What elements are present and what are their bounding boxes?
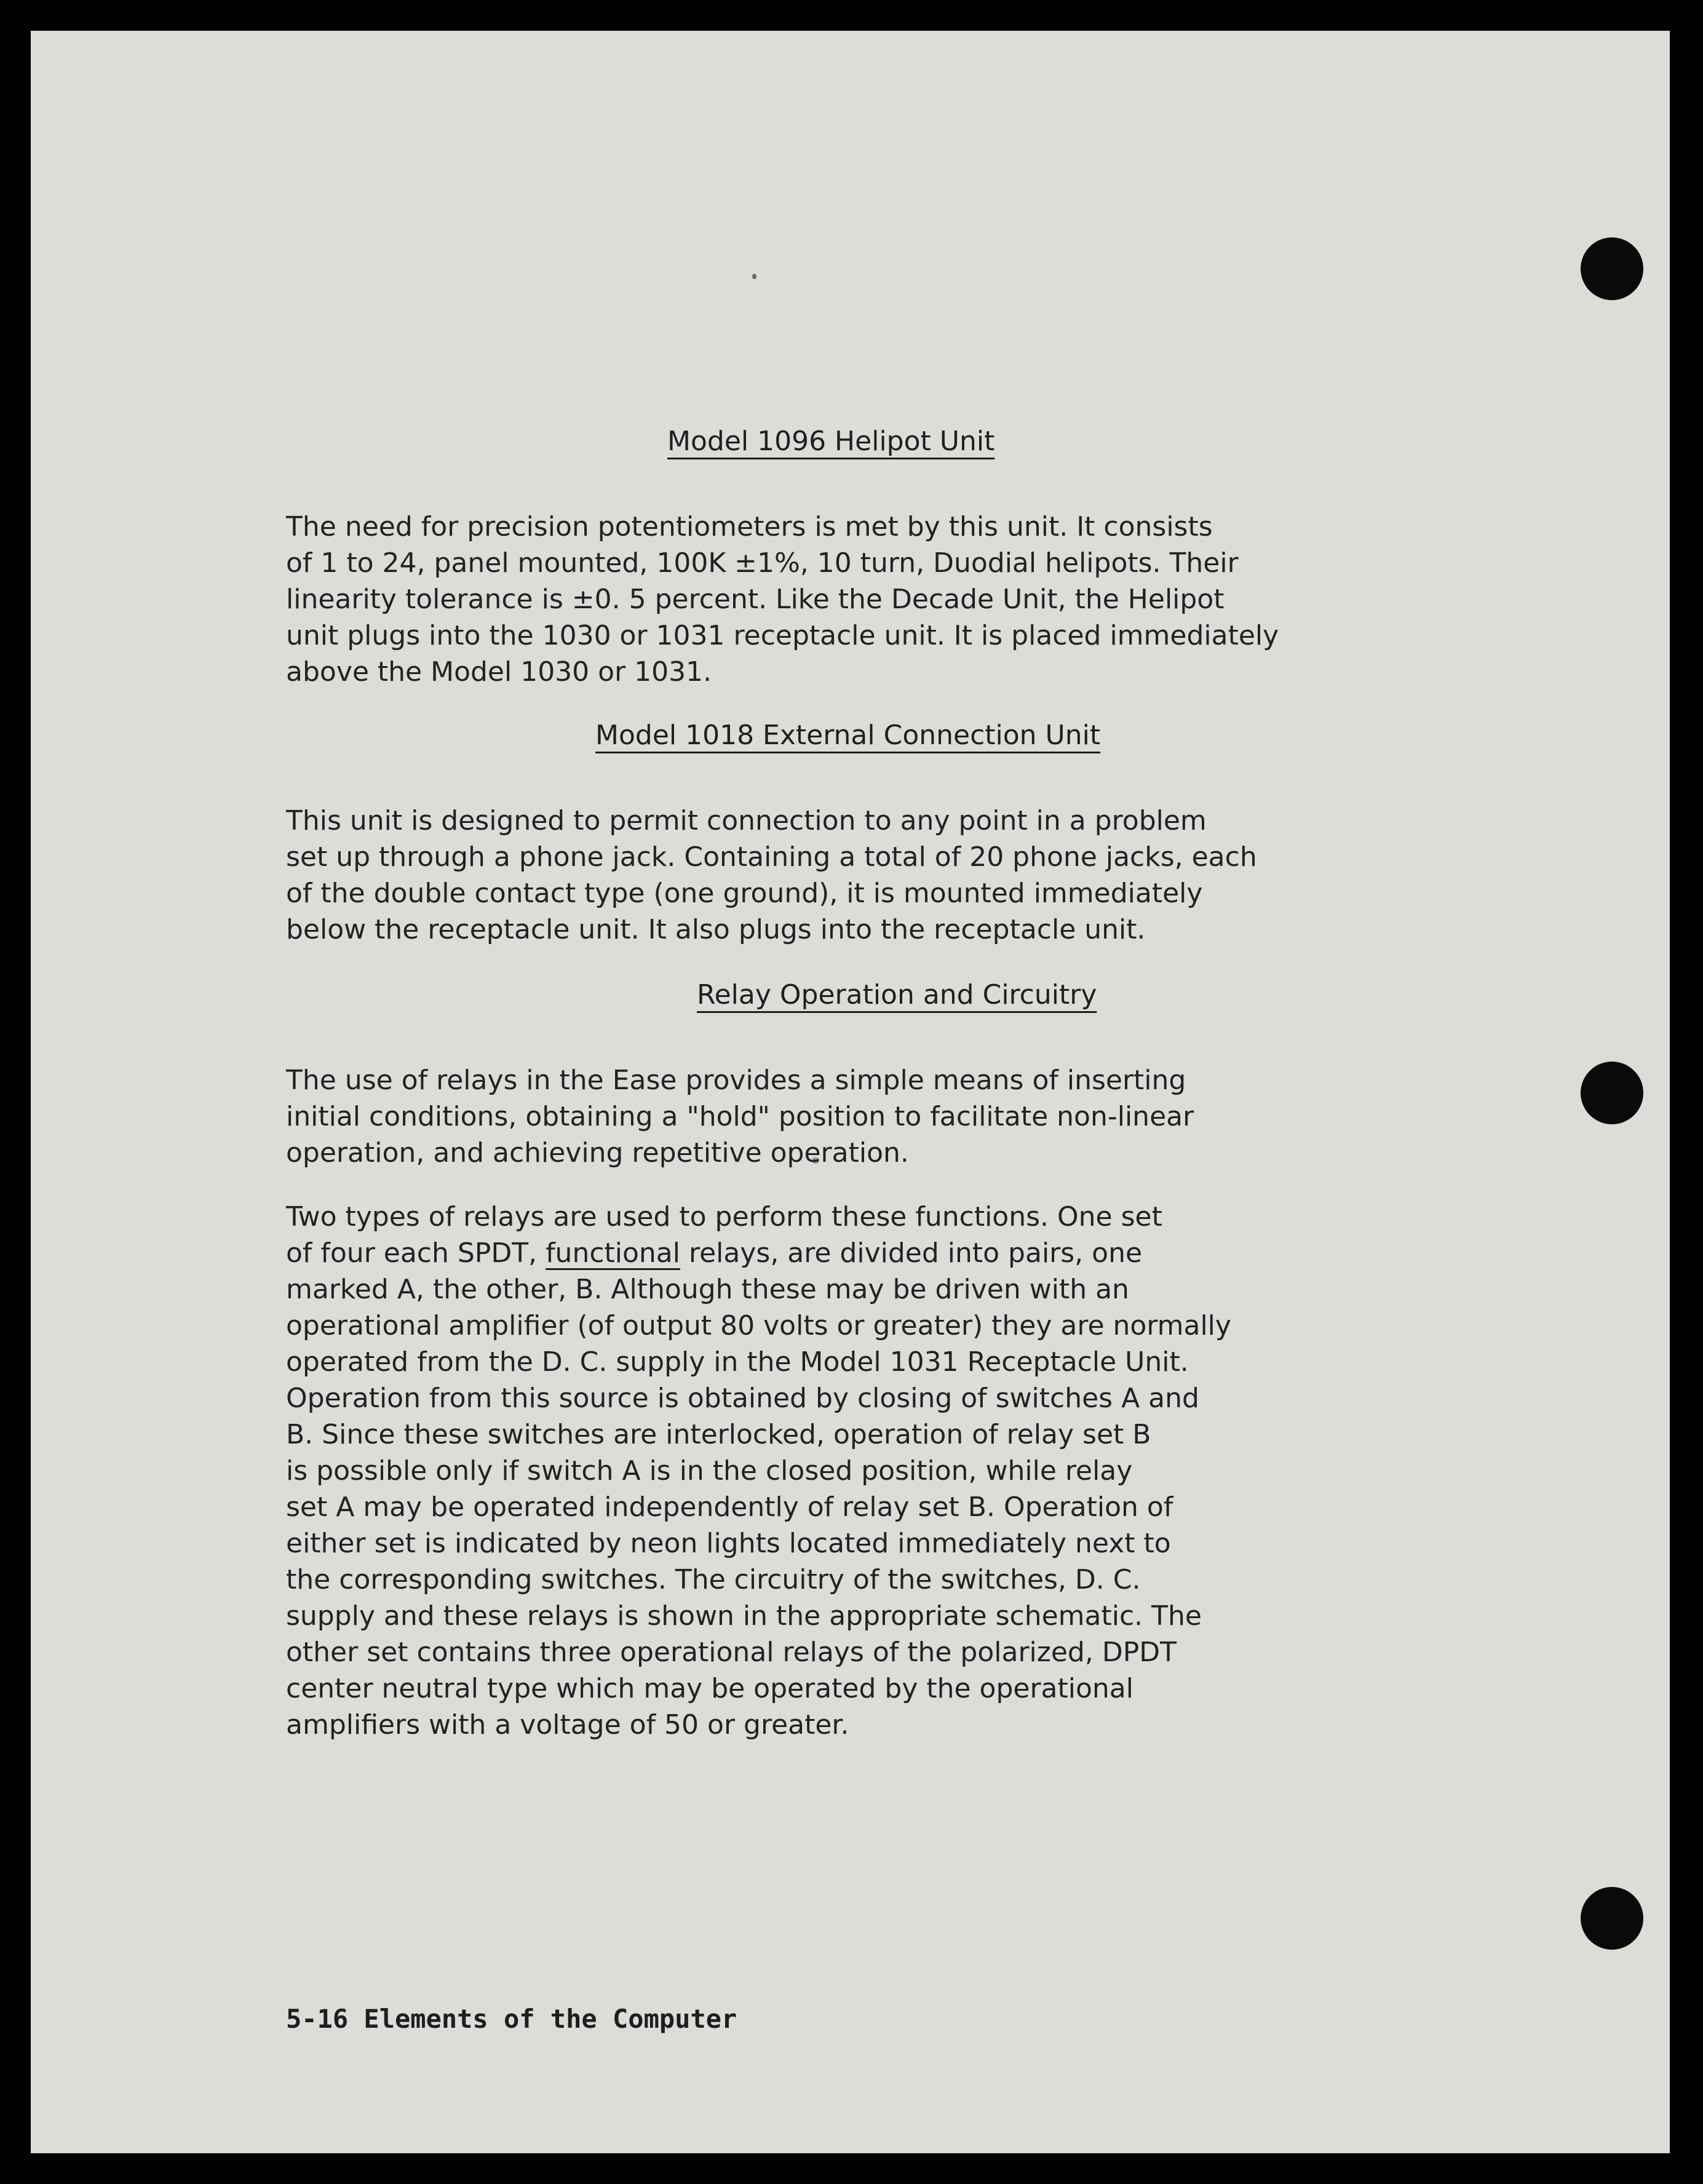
text-line: set A may be operated independently of relay set B. Operation of xyxy=(286,1491,1173,1523)
text-line: of the double contact type (one ground), it is mounted immediately xyxy=(286,878,1203,909)
punch-hole-bottom xyxy=(1581,1887,1643,1950)
text-line: The use of relays in the Ease provides a simple means of inserting xyxy=(286,1065,1186,1096)
text-line: initial conditions, obtaining a "hold" position to facilitate non-linear xyxy=(286,1101,1194,1132)
section-heading-relay-operation: Relay Operation and Circuitry xyxy=(697,979,1097,1011)
text-line: is possible only if switch A is in the closed position, while relay xyxy=(286,1455,1133,1487)
paragraph-external-connection xyxy=(286,803,1257,948)
section-heading-helipot: Model 1096 Helipot Unit xyxy=(667,426,995,457)
text-line: B. Since these switches are interlocked, operation of relay set B xyxy=(286,1419,1151,1450)
text-line: linearity tolerance is ±0. 5 percent. Like the Decade Unit, the Helipot xyxy=(286,584,1225,615)
text-line-with-underline: of four each SPDT, functional relays, are divided into pairs, one xyxy=(286,1237,1143,1269)
paragraph-helipot xyxy=(286,509,1279,690)
paper-speck xyxy=(752,274,756,279)
text-line: The need for precision potentiometers is met by this unit. It consists xyxy=(286,511,1213,542)
text-line: set up through a phone jack. Containing a total of 20 phone jacks, each xyxy=(286,841,1257,873)
text-line: either set is indicated by neon lights located immediately next to xyxy=(286,1528,1171,1559)
text-line: Operation from this source is obtained by closing of switches A and xyxy=(286,1383,1199,1414)
text-line: the corresponding switches. The circuitry of the switches, D. C. xyxy=(286,1564,1141,1595)
text-line: operated from the D. C. supply in the Model 1031 Receptacle Unit. xyxy=(286,1346,1189,1378)
text-line: marked A, the other, B. Although these may be driven with an xyxy=(286,1274,1129,1305)
text-line: operational amplifier (of output 80 volts or greater) they are normally xyxy=(286,1310,1231,1341)
document-page xyxy=(31,31,1670,2153)
text-line: This unit is designed to permit connection to any point in a problem xyxy=(286,805,1207,836)
punch-hole-middle xyxy=(1581,1062,1643,1124)
text-line: supply and these relays is shown in the appropriate schematic. The xyxy=(286,1600,1202,1632)
underlined-word: functional xyxy=(546,1237,680,1269)
punch-hole-top xyxy=(1581,237,1643,300)
paragraph-relay-types xyxy=(286,1199,1231,1743)
text-line: unit plugs into the 1030 or 1031 receptacle unit. It is placed immediately xyxy=(286,620,1279,651)
text-line: below the receptacle unit. It also plugs into the receptacle unit. xyxy=(286,914,1146,945)
paragraph-relay-intro xyxy=(286,1062,1194,1171)
text-line: Two types of relays are used to perform these functions. One set xyxy=(286,1201,1162,1233)
text-line: above the Model 1030 or 1031. xyxy=(286,656,712,688)
text-line: center neutral type which may be operated by the operational xyxy=(286,1673,1133,1704)
text-line: operation, and achieving repetitive operation. xyxy=(286,1137,909,1169)
text-line: of 1 to 24, panel mounted, 100K ±1%, 10 turn, Duodial helipots. Their xyxy=(286,547,1239,579)
page-footer: 5-16 Elements of the Computer xyxy=(286,2004,737,2034)
text-line: amplifiers with a voltage of 50 or greater. xyxy=(286,1709,849,1741)
text-line: other set contains three operational relays of the polarized, DPDT xyxy=(286,1637,1177,1668)
section-heading-external-connection: Model 1018 External Connection Unit xyxy=(595,720,1101,751)
